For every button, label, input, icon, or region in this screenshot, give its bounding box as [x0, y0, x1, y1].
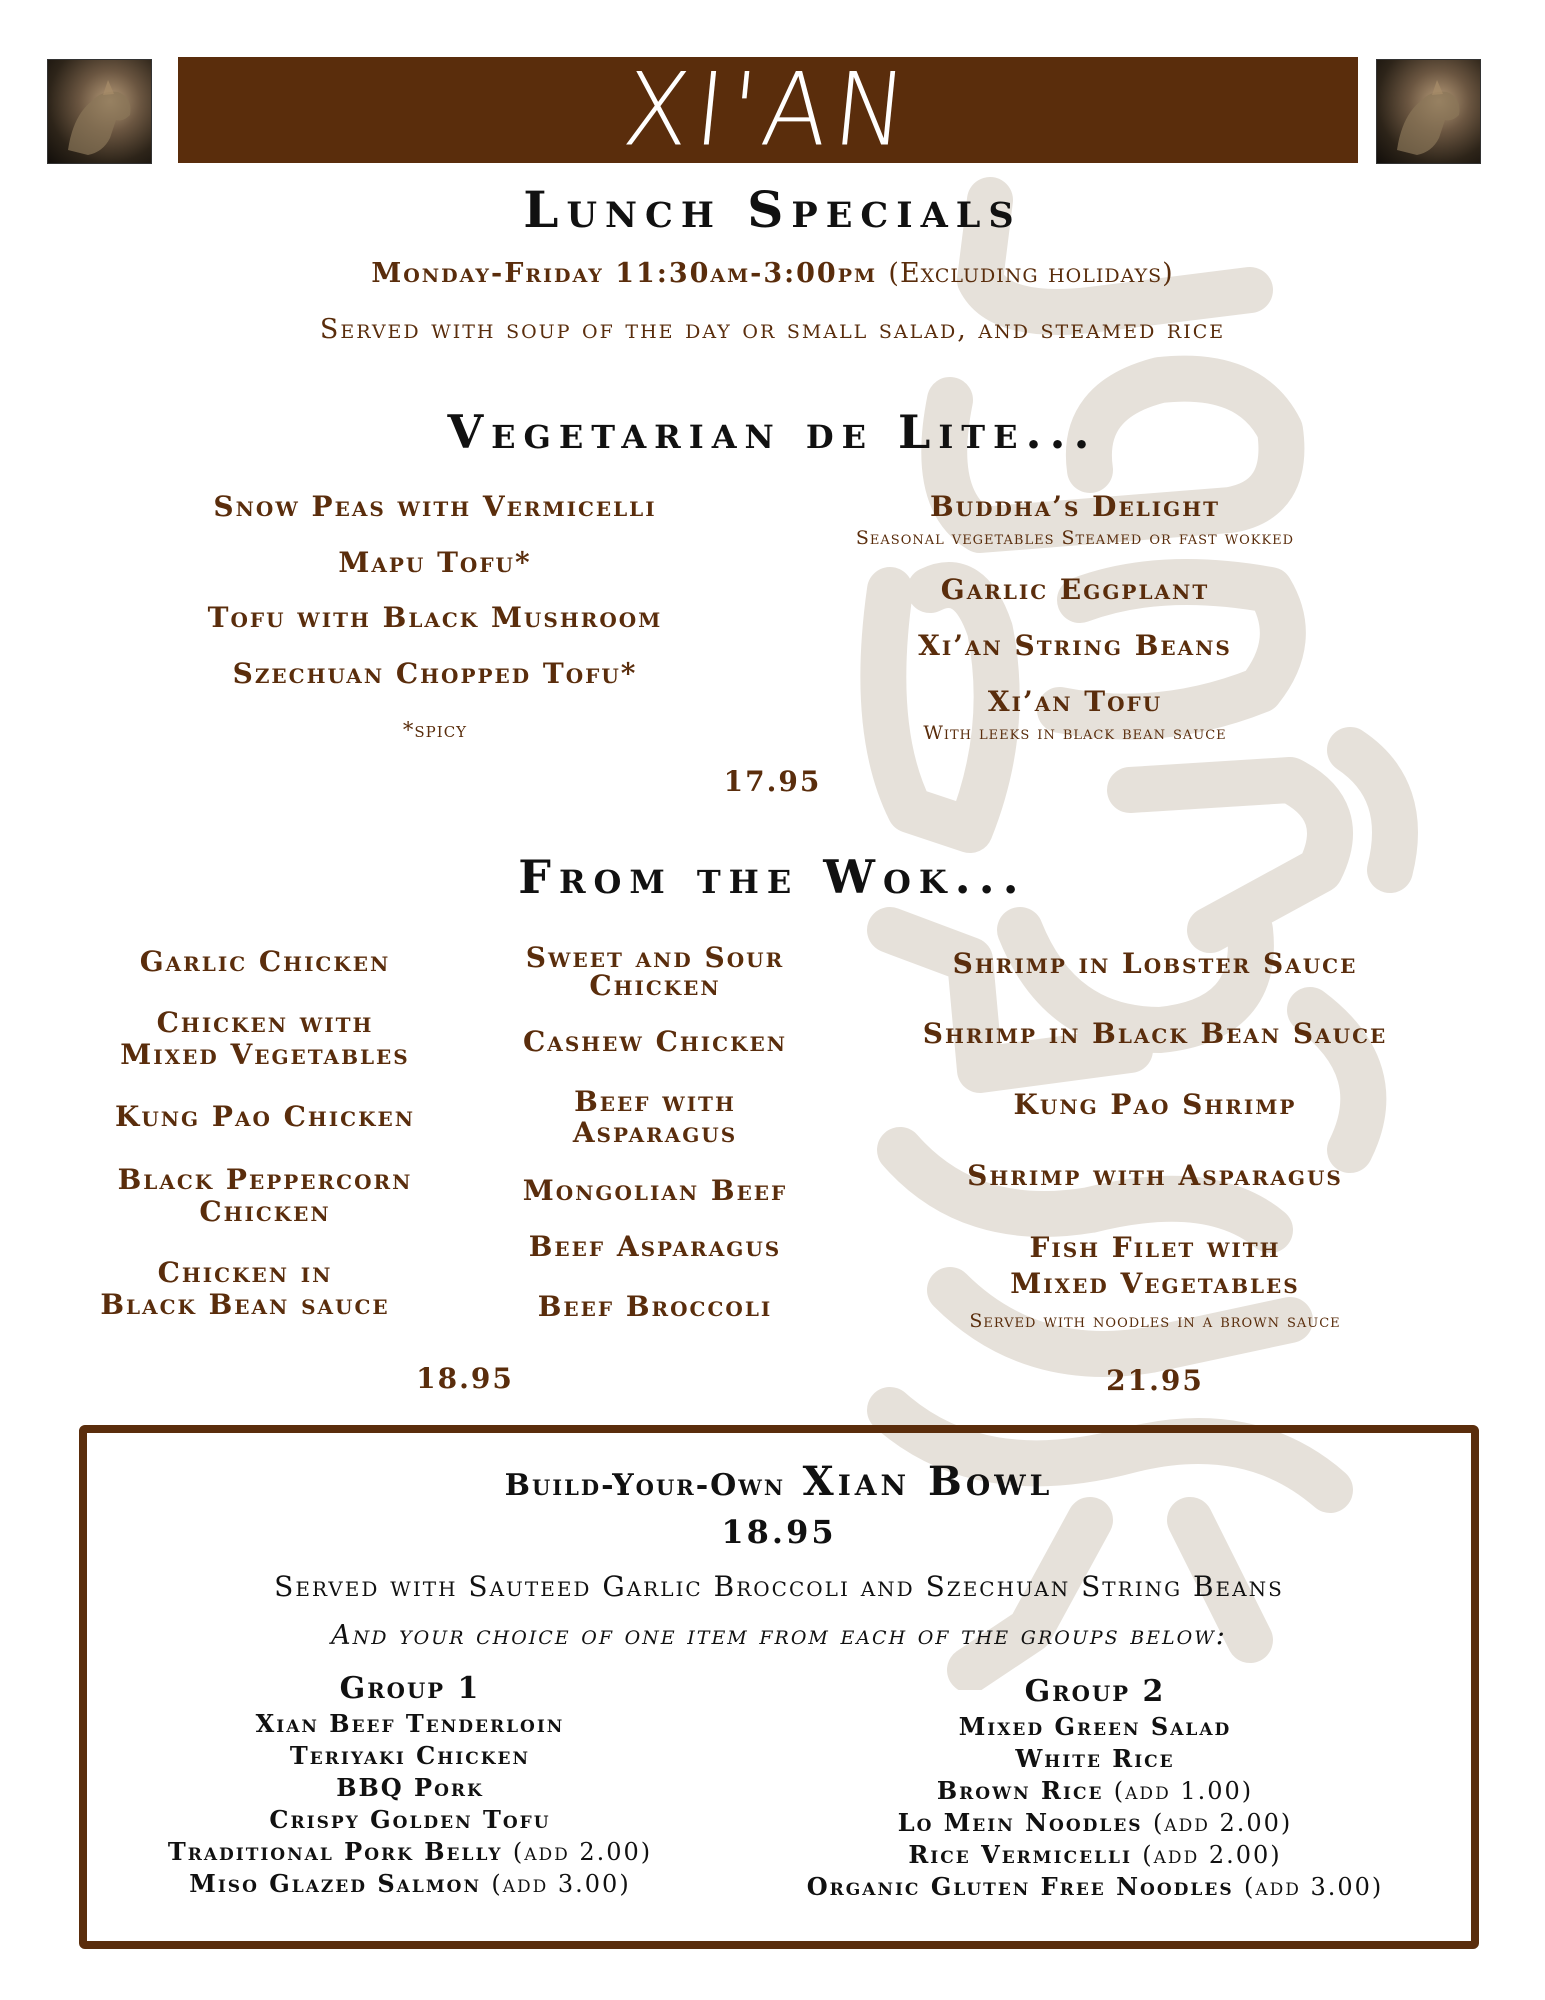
- veg-price: 17.95: [723, 765, 822, 798]
- group-2-item: [760, 1807, 1430, 1839]
- wok-title: From the Wok...: [518, 850, 1027, 904]
- wok-item-desc: Served with noodles in a brown sauce: [969, 1310, 1341, 1332]
- group-item-add: (add 1.00): [1113, 1777, 1254, 1805]
- warrior-horse-image-right: [1376, 59, 1481, 164]
- bowl-served-with: Served with Sauteed Garlic Broccoli and Szechuan String Beans: [274, 1570, 1284, 1603]
- group-item-name: Organic Gluten Free Noodles: [806, 1872, 1234, 1901]
- group-1-title: Group 1: [339, 1671, 481, 1706]
- bowl-title-main: Xian Bowl: [802, 1458, 1054, 1505]
- group-1-item: [130, 1772, 690, 1804]
- group-item-name: Lo Mein Noodles: [897, 1808, 1143, 1837]
- veg-item: Mapu Tofu*: [338, 546, 532, 579]
- wok-price-left: 18.95: [416, 1362, 514, 1395]
- group-item-add: (add 2.00): [512, 1838, 653, 1866]
- group-item-add: (add 3.00): [1243, 1873, 1384, 1901]
- wok-item: Mongolian Beef: [522, 1174, 788, 1207]
- group-item-name: Teriyaki Chicken: [289, 1741, 531, 1770]
- group-item-name: Crispy Golden Tofu: [269, 1805, 551, 1834]
- wok-price-right: 21.95: [1106, 1364, 1204, 1397]
- wok-item: Black Peppercorn Chicken: [117, 1163, 413, 1228]
- group-1-item: [130, 1740, 690, 1772]
- wok-item: Beef Asparagus: [528, 1230, 782, 1263]
- veg-item: Szechuan Chopped Tofu*: [232, 657, 638, 690]
- group-1-item: [130, 1708, 690, 1740]
- group-2-item: [760, 1775, 1430, 1807]
- wok-item: Fish Filet with Mixed Vegetables: [1010, 1231, 1300, 1300]
- wok-item: Chicken with Mixed Vegetables: [120, 1006, 410, 1071]
- group-1-item: [130, 1804, 690, 1836]
- group-2: [760, 1673, 1430, 1903]
- group-1-item: [130, 1868, 690, 1900]
- wok-item: Beef Broccoli: [537, 1290, 773, 1323]
- wok-item: Chicken in Black Bean sauce: [100, 1256, 390, 1321]
- hours-note: (Excluding holidays): [888, 258, 1174, 289]
- wok-item: Shrimp in Black Bean Sauce: [922, 1017, 1388, 1050]
- group-item-name: White Rice: [1015, 1744, 1175, 1773]
- wok-item: Kung Pao Chicken: [115, 1100, 415, 1133]
- group-1-item: [130, 1836, 690, 1868]
- group-item-name: Xian Beef Tenderloin: [255, 1709, 565, 1738]
- veg-item: Xi’an String Beans: [918, 629, 1232, 662]
- group-item-name: Miso Glazed Salmon: [189, 1869, 481, 1898]
- wok-item: Sweet and Sour Chicken: [525, 941, 785, 1002]
- group-2-item: [760, 1743, 1430, 1775]
- restaurant-banner: [178, 51, 1358, 169]
- wok-item: Beef with Asparagus: [572, 1085, 738, 1149]
- restaurant-name: XI'AN: [618, 51, 918, 169]
- vegetarian-title: Vegetarian de Lite...: [447, 405, 1098, 459]
- lunch-hours: [0, 258, 1545, 289]
- lunch-served-with: Served with soup of the day or small salad, and steamed rice: [319, 314, 1226, 345]
- bowl-choice: And your choice of one item from each of the groups below:: [331, 1620, 1227, 1651]
- hours-text: Monday-Friday 11:30am-3:00pm: [371, 258, 878, 289]
- veg-item: Buddha’s Delight: [930, 490, 1220, 523]
- group-item-name: BBQ Pork: [336, 1773, 484, 1802]
- veg-item: Garlic Eggplant: [940, 573, 1210, 606]
- lunch-specials-title: Lunch Specials: [523, 180, 1022, 239]
- wok-item: Shrimp with Asparagus: [967, 1159, 1343, 1192]
- bowl-title-prefix: Build-Your-Own: [504, 1468, 786, 1503]
- group-item-add: (add 2.00): [1152, 1809, 1293, 1837]
- veg-item-desc: With leeks in black bean sauce: [923, 722, 1227, 744]
- group-2-item: [760, 1871, 1430, 1903]
- group-1: [130, 1670, 690, 1900]
- group-item-name: Brown Rice: [936, 1776, 1104, 1805]
- group-2-item: [760, 1839, 1430, 1871]
- veg-item: Snow Peas with Vermicelli: [213, 490, 657, 523]
- group-item-name: Mixed Green Salad: [958, 1712, 1232, 1741]
- group-item-name: Rice Vermicelli: [908, 1840, 1132, 1869]
- bowl-title: [79, 1458, 1479, 1505]
- group-2-title: Group 2: [1024, 1674, 1166, 1709]
- bowl-price: 18.95: [721, 1513, 837, 1551]
- wok-item: Garlic Chicken: [139, 945, 391, 978]
- veg-item: Tofu with Black Mushroom: [207, 601, 663, 634]
- group-2-item: [760, 1711, 1430, 1743]
- wok-item: Shrimp in Lobster Sauce: [952, 947, 1358, 980]
- veg-item: Xi’an Tofu: [987, 685, 1163, 718]
- group-item-add: (add 3.00): [491, 1870, 631, 1898]
- group-item-add: (add 2.00): [1142, 1841, 1282, 1869]
- wok-item: Cashew Chicken: [523, 1025, 787, 1058]
- group-item-name: Traditional Pork Belly: [167, 1837, 503, 1866]
- warrior-horse-image-left: [47, 59, 152, 164]
- spicy-note: *spicy: [402, 718, 468, 742]
- wok-item: Kung Pao Shrimp: [1013, 1088, 1297, 1121]
- veg-item-desc: Seasonal vegetables Steamed or fast wokked: [855, 527, 1295, 549]
